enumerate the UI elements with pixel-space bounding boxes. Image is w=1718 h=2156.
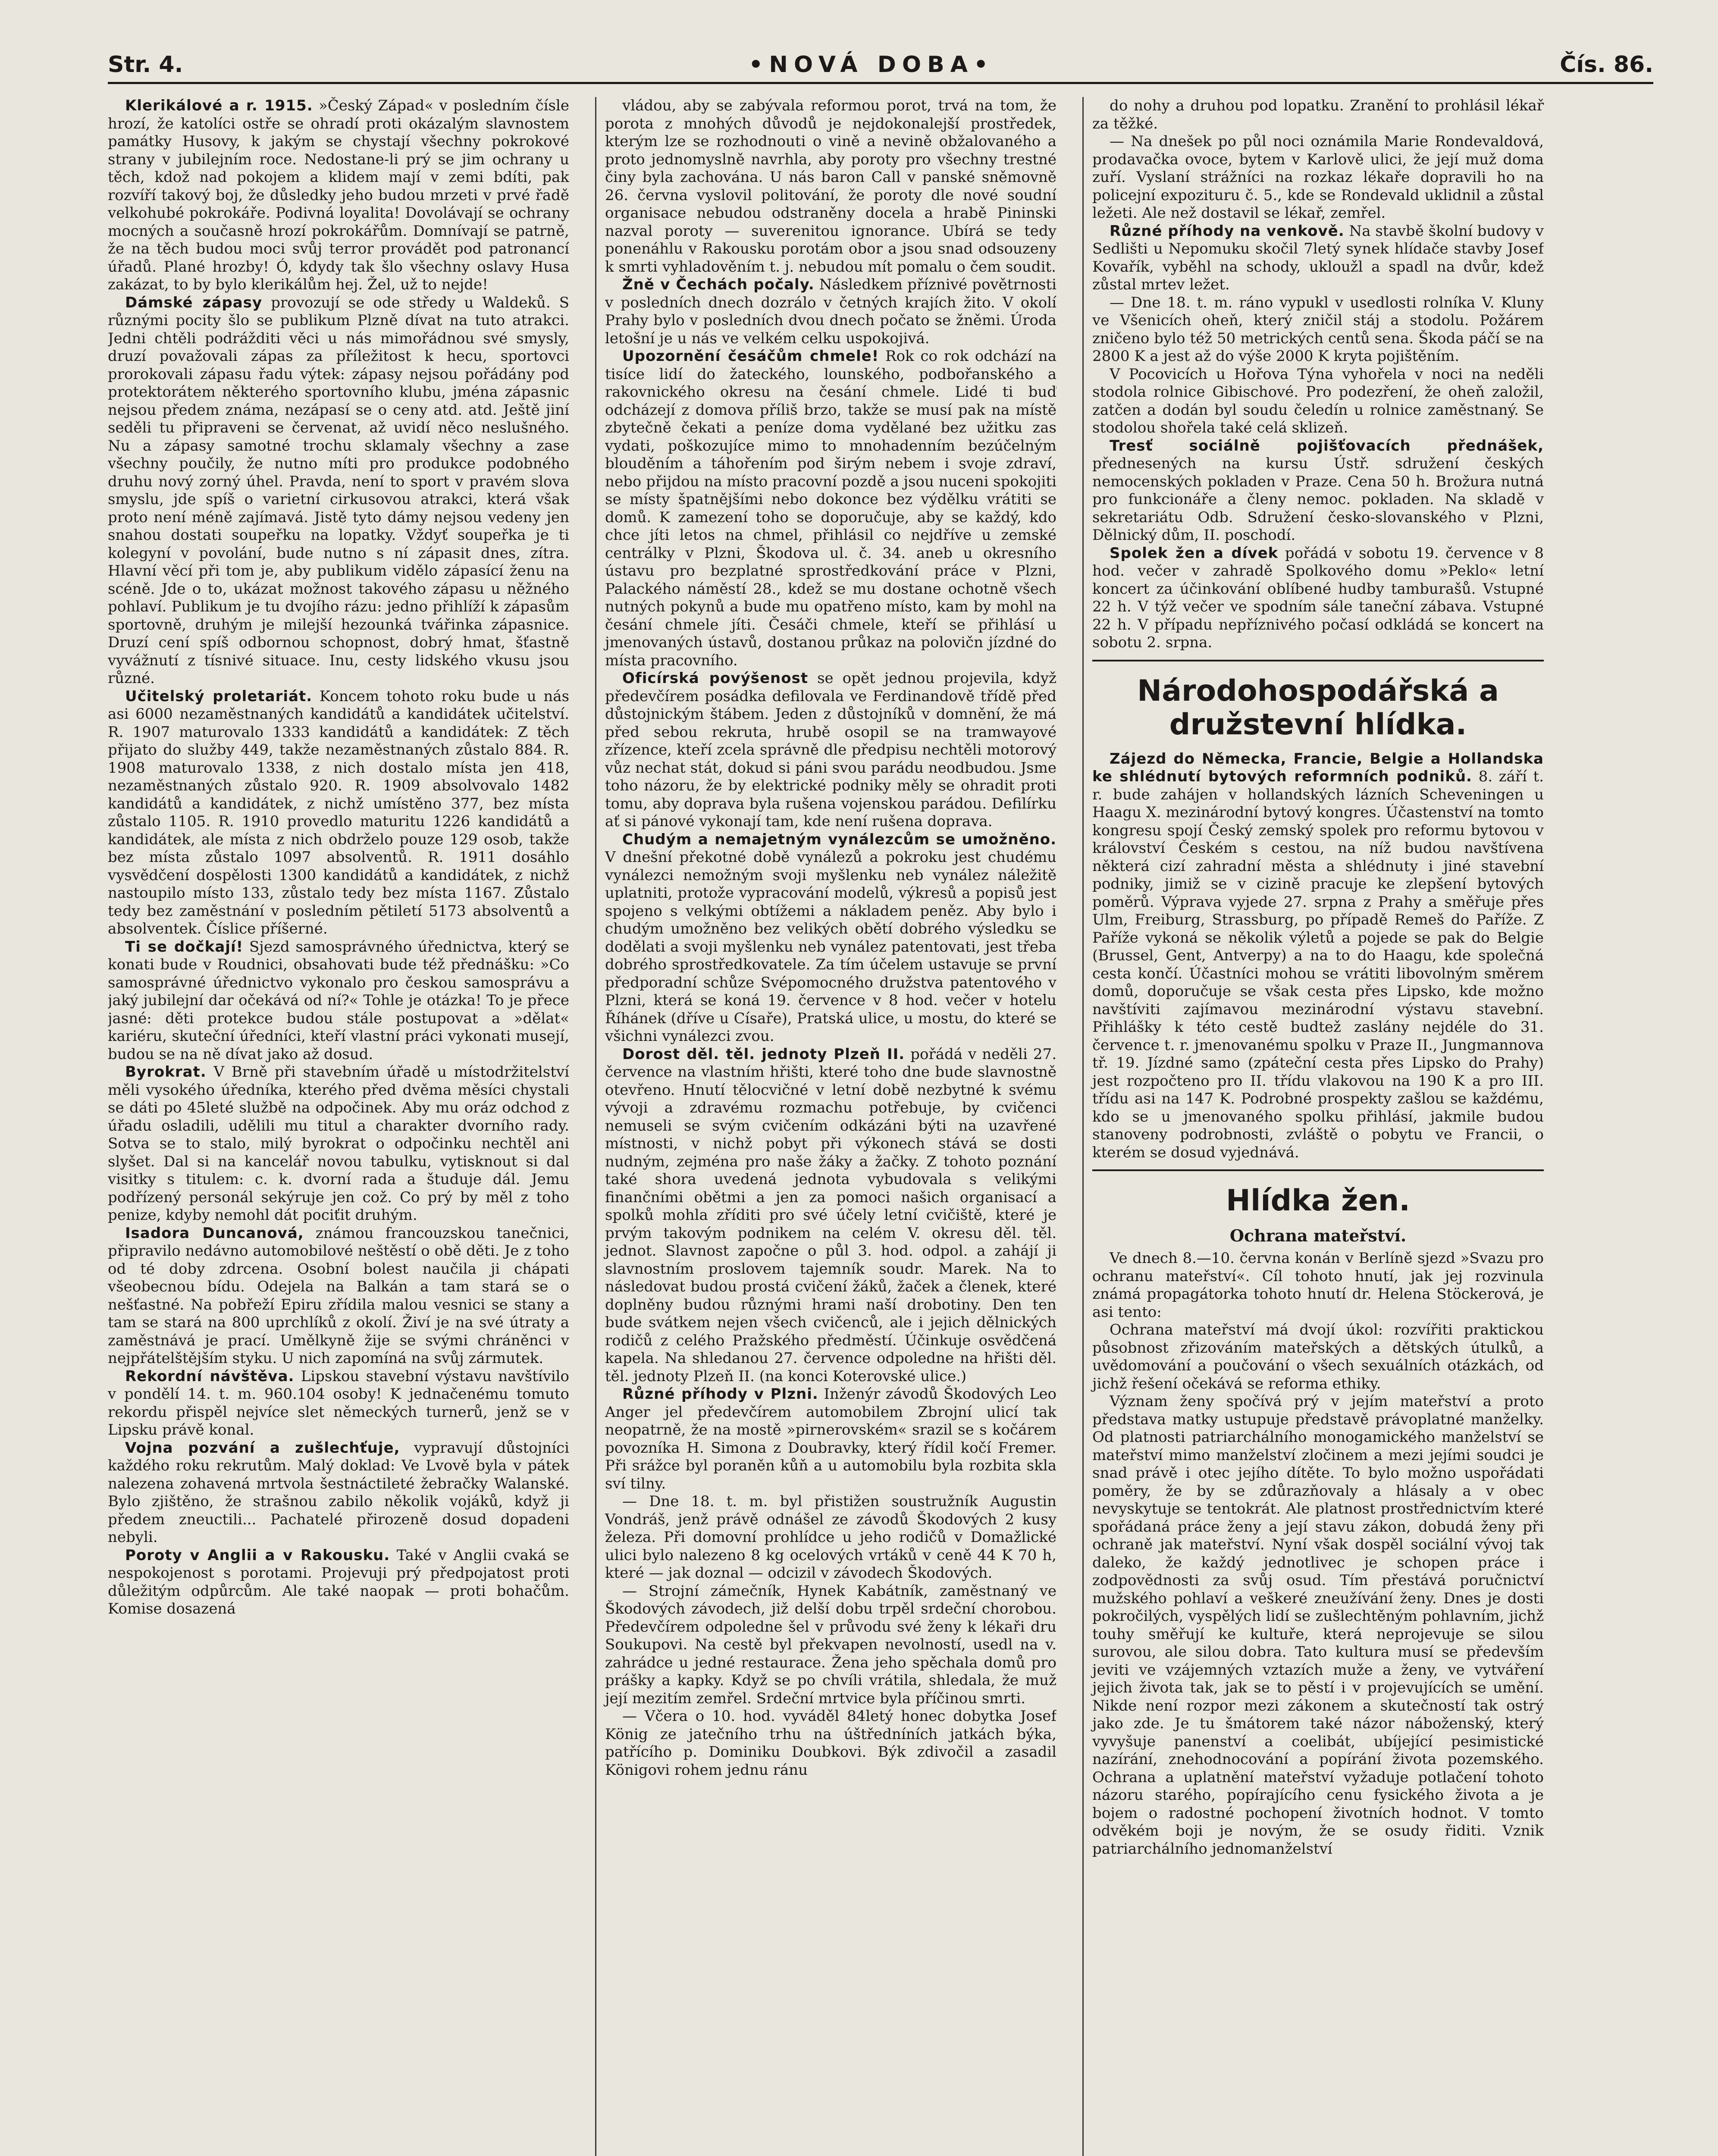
article-heading: Zájezd do Německa, Francie, Belgie a Hollandska ke shlédnutí bytových reformních podniků. (1092, 750, 1544, 785)
issue-number: Čís. 86. (1560, 52, 1653, 78)
article-heading: Rekordní návštěva. (125, 1367, 295, 1385)
article-text: — Na dnešek po půl noci oznámila Marie Rondevaldová, prodavačka ovoce, bytem v Karlově ulici, že její muž doma zuří. Vyslaní strážníci na rozkaz lékaře dopravili ho na policejní expozituru č. 5., kde se Rondevald uklidnil a zůstal ležeti. Ale než dostavil se lékař, zemřel. (1092, 133, 1544, 222)
article-heading: Chudým a nemajetným vynálezcům se umožněno. (622, 830, 1057, 848)
article-text: »Český Západ« v posledním čísle hrozí, že katolíci ostře se ohradí proti okázalým slavnostem památky Husovy, k jakým se chystají všechny pokrokové strany v jubilejním roce. Nedostane-li prý se jim ochrany u těch, kdož nad pokojem a klidem mají v zemi bdíti, pak rozvíří takový boj, že důsledky jeho budou mrzeti v prvé řadě velkohubé pokrokáře. Podivná loyalita! Dovolávají se ochrany mocných a současně hrozí pokrokářům. Domnívají se patrně, že na těch budou moci svůj terror provádět pod patronancí úřadů. Plané hrozby! Ó, kdydy tak šlo všechny oslavy Husa zakázat, to by bylo klerikálům hej. Žel, už to nejde! (108, 97, 569, 293)
section-divider (1092, 1169, 1544, 1171)
article-heading: Dámské zápasy (125, 294, 263, 311)
article (108, 1368, 569, 1439)
article (1092, 750, 1544, 1162)
article-text: Lipskou stavební výstavu navštívilo v pondělí 14. t. m. 960.104 osoby! K jednačenému tomuto rekordu přispěl nejvíce slet německých turnerů, jenž se v Lipsku právě konal. (108, 1367, 569, 1438)
article (605, 1708, 1057, 1779)
article-text: Na stavbě školní budovy v Sedlišti u Nepomuku skočil 7letý synek hlídače stavby Josef Kovařík, vyběhl na schody, ukloužl a spadl na dvůr, kdež zůstal mrtev ležet. (1092, 222, 1544, 293)
article-text: Následkem příznivé povětrnosti v posledních dnech dozrálo v četných krajích žito. V okolí Prahy bylo v posledních dvou dnech počato se žněmi. Úroda letošní je u nás ve velkém celku uspokojivá. (605, 276, 1057, 347)
economy-section-title: Národohospodářská a družstevní hlídka. (1137, 674, 1499, 742)
article-text: se opět jednou projevila, když předevčírem posádka defilovala ve Ferdinandově třídě před důstojnickým štábem. Jeden z důstojníků v domnění, že má před sebou rekruta, hrubě osopil se na tramwayové zřízence, kteří zcela správně dle předpisu nechtěli motorový vůz nechat stát, dokud si páni svou parádu neodbudou. Jsme toho názoru, že by elektrické podniky měly se ohradit proti tomu, aby doprava byla rušena vojenskou parádou. Defilírku ať si pánové vykonají tam, kde není rušena doprava. (605, 670, 1057, 830)
article (108, 97, 569, 294)
article-text: — Včera o 10. hod. vyváděl 84letý honec dobytka Josef König ze jatečního trhu na úštředníních jatkách býka, patřícího p. Dominiku Doubkovi. Býk zdivočil a zasadil Königovi rohem jednu ránu (605, 1708, 1057, 1779)
article-heading: Oficírská povýšenost (622, 670, 809, 687)
article (605, 276, 1057, 348)
article-text: známou francouzskou tanečnici, připravilo nedávno automobilové neštěstí o obě děti. Je z toho od té doby zdrcena. Osobní bolest naučila ji chápati všeobecnou bídu. Odejela na Balkán a tam stará se o nešťastné. Na pobřeží Epiru zřídila malou vesnici se stany a tam se stará na 800 uprchlíků z okolí. Živí je na své útraty a zaměstnává je prací. Umělkyně žije se svými chráněnci v nejpřátelštějším styku. U nich zapomíná na svůj zármutek. (108, 1224, 569, 1367)
article-text: pořádá v neděli 27. července na vlastním hřišti, které toho dne bude slavnostně otevřeno. Hnutí tělocvičné v letní době nezbytné k svému vývoji a zdravému rozmachu potřebuje, by cvičenci nemuseli se svým cvičením odkázáni býti na uzavřené místnosti, v nichž pobyt při výkonech stává se dosti nudným, zejména pro naše žáky a žačky. Z tohoto poznání také shora uvedená jednota vybudovala s velikými finančními obětmi a jen za pomoci našich organisací a spolků mohla zříditi pro své účely letní cvičiště, které je prvým takovým podnikem na celém V. okresu děl. těl. jednot. Slavnost započne o půl 3. hod. odpol. a zahájí ji slavnostním proslovem tajemník soudr. Marek. Na to následovat budou prostá cvičení žáků, žaček a členek, které doplněny budou různými hrami naší drobotiny. Den ten bude svátkem nejen všech cvičenců, ale i jejich dělnických rodičů z celého Pražského předměstí. Účinkuje osvědčená kapela. Na shledanou 27. července odpoledne na hřišti děl. těl. jednoty Plzeň II. (na konci Koterovské ulice.) (605, 1045, 1057, 1385)
article (108, 688, 569, 938)
paragraph: Ve dnech 8.—10. června konán v Berlíně sjezd »Svazu pro ochranu mateřství«. Cíl tohoto hnutí, jak jej rozvinula známá propagátorka tohoto hnutí dr. Helena Stöckerová, je asi tento: (1092, 1250, 1544, 1321)
paragraph: Význam ženy spočívá prý v jejím mateřství a proto představa matky ustupuje představě právoplatné manželky. Od platnosti patriarchálního monogamického manželství se mateřství mimo manželství zločinem a mezi jejími soudci je snad právě i otec jejího dítěte. To bylo možno uspořádati poměry, že by se zdůrazňovaly a hlásaly a v obec nevyskytuje se tentokrát. Ale platnost prostřednictvím které spořádaná práce ženy a její stavu zákon, dobudá ženy při ochraně jak mateřství. Nyní však dospěl sociální vývoj tak daleko, že každý jednotlivec je schopen práce i zodpovědnosti za svůj osud. Tím přestává poručnictví mužského pohlaví a veškeré zneužívání ženy. Dnes je dosti pokročilých, vyspělých lidí se zušlechtěným pohlavním, jichž touhy směřují ke kultuře, která neprojevuje se silou surovou, ale silou dobra. Tato kultura musí se především jeviti ve vzájemných vztazích muže a ženy, ve vytváření jejich života tak, jak se to pěstí i v projevujících se umění. Nikde není rozpor mezi zákonem a skutečností tak ostrý jako zde. Je tu šmátorem také názor náboženský, který vyvyšuje panenství a coelibát, ubíjející pesimistické nazírání, znehodnocování a popírání života pozemského. Ochrana a uplatnění mateřství vyžaduje potlačení tohoto názoru starého, popírajícího cenu fysického života a je bojem o radostné pochopení životních hodnot. V tomto odvěkém boji je novým, že se osudy řiditi. Vznik patriarchálního jednomanželství (1092, 1393, 1544, 1858)
article-text: pořádá v sobotu 19. července v 8 hod. večer v zahradě Spolkového domu »Peklo« letní koncert za účinkování oblíbené hudby tamburašů. Vstupné 22 h. V týž večer ve spodním sále taneční zábava. Vstupné 22 h. V případu nepříznivého počasí odkládá se koncert na sobotu 2. srpna. (1092, 544, 1544, 651)
column-3 (1082, 97, 1544, 2156)
article (108, 938, 569, 1064)
article (605, 1046, 1057, 1386)
article-heading: Upozornění česáčům chmele! (622, 348, 879, 365)
article (1092, 222, 1544, 294)
article (1092, 437, 1544, 545)
columns (108, 97, 1653, 2156)
article-heading: Vojna pozvání a zušlechťuje, (125, 1439, 400, 1457)
article (605, 670, 1057, 831)
article (1092, 545, 1544, 652)
article-text: vypravují důstojníci každého roku rekrutům. Malý doklad: Ve Lvově byla v pátek nalezena zohavená mrtvola šestnáctileté žebračky Walanské. Bylo zjištěno, že strašnou zabilo několik vojáků, když ji předem zneuctili... Pachatelé přirozeně dosud dopadeni nebyli. (108, 1439, 569, 1546)
newspaper-title: •NOVÁ DOBA• (749, 52, 994, 78)
article (1092, 294, 1544, 366)
article (605, 1385, 1057, 1493)
article-heading: Různé příhody v Plzni. (622, 1385, 818, 1403)
article-text: V dnešní překotné době vynálezů a pokroku jest chudému vynálezci nemožným svoji myšlenku neb vynález náležitě uplatniti, protože vypracování modelů, výkresů a popisů jest spojeno s velkými obtížemi a nákladem peněz. Aby bylo i chudým umožněno bez velikých obětí dobrého výsledku se dodělati a svoji myšlenku neb vynález patentovati, jest třeba dobrého sprostředkovatele. Za tím účelem ustavuje se první předporadní schůze Svépomocného družstva patentového v Plzni, která se koná 19. července v 8 hod. večer v hotelu Říhánek (dříve u Císaře), Pratská ulice, u mostu, do které se všichni vynálezci zvou. (605, 849, 1057, 1045)
column-1 (108, 97, 569, 2156)
article (605, 97, 1057, 276)
article (605, 348, 1057, 670)
section-divider (1092, 660, 1544, 661)
article (1092, 366, 1544, 437)
article (1092, 133, 1544, 222)
paragraph: Ochrana mateřství má dvojí úkol: rozvířiti praktickou působnost zřizováním mateřských a dětských útulků, a uvědomování a poučování o všech sexuálních otázkách, od jichž řešení očekává se reforma ethiky. (1092, 1321, 1544, 1392)
article-heading: Spolek žen a dívek (1110, 544, 1279, 562)
article-text: Také v Anglii cvaká se nespokojenost s porotami. Projevuji prý předpojatost proti důležitým odpůrcům. Ale také naopak — proti bohačům. Komise dosazená (108, 1546, 569, 1617)
article-heading: Učitelský proletariát. (125, 687, 313, 705)
column-2 (595, 97, 1057, 2156)
article-heading: Isadora Duncanová, (125, 1224, 304, 1242)
article-heading: Poroty v Anglii a v Rakousku. (125, 1546, 390, 1564)
womens-section-title: Hlídka žen. (1226, 1184, 1410, 1218)
article-text: — Strojní zámečník, Hynek Kabátník, zaměstnaný ve Škodových závodech, již delší dobu trpěl srdeční chorobou. Předevčírem odpoledne šel v průvodu své ženy k lékaři dru Soukupovi. Na cestě byl překvapen nevolností, usedl na v. zahrádce u jedné restaurace. Žena jeho spěchala domů pro prášky a kapky. Když se po chvíli vrátila, shledala, že muž její mezitím zemřel. Srdeční mrtvice byla příčinou smrti. (605, 1582, 1057, 1707)
article-heading: Byrokrat. (125, 1063, 207, 1081)
article (1092, 97, 1544, 133)
masthead (108, 47, 1653, 84)
article-text: V Pocovicích u Hořova Týna vyhořela v noci na neděli stodola rolnice Gibischové. Pro podezření, že oheň založil, zatčen a dodán byl soudu čeledín u rolnice zaměstnaný. Se stodolou shořela také celá sklizeň. (1092, 365, 1544, 436)
article (108, 1547, 569, 1618)
article-heading: Dorost děl. těl. jednoty Plzeň II. (622, 1045, 905, 1063)
article-text: Koncem tohoto roku bude u nás asi 6000 nezaměstnaných kandidátů a kandidátek učitelství. R. 1907 maturovalo 1333 kandidátů a kandidátek: Z těch přijato do služby 449, takže nezaměstnaných zůstalo 884. R. 1908 maturovalo 1338, z nich dostalo místa jen 418, nezaměstnaných zůstalo 920. R. 1909 absolvovalo 1482 kandidátů a kandidátek, z nichž umístěno 377, bez místa zůstalo 1105. R. 1910 provedlo maturitu 1226 kandidátů a kandidátek, ale místa z nich obdrželo pouze 129 osob, takže bez místa zůstalo 1097 absolventů. R. 1911 dosáhlo vysvědčení dospělosti 1300 kandidátů a kandidátek, z nichž nastoupilo místo 133, zůstalo tedy bez místa 1167. Zůstalo tedy bez zaměstnání v posledním pětiletí 5173 absolventů a absolventek. Číslice příšerné. (108, 687, 569, 937)
article-text: vládou, aby se zabývala reformou porot, trvá na tom, že porota z mnohých důvodů je nejdokonalejší prostředek, kterým lze se rozhodnouti o vině a nevině obžalovaného a proto jednomyslně navrhla, aby poroty pro všechny trestné činy byla zachována. U nás baron Call v panské sněmovně 26. června vyslovil politování, že poroty dle nové soudní organisace nebudou odstraněny docela a hrabě Pininski nazval poroty — suverenitou ignorance. Ubírá se tedy ponenáhlu v Rakousku porotám obor a jsou snad odsouzeny k smrti vyhladověním t. j. nebudou mít pomalu o čem soudit. (605, 97, 1057, 276)
article-text: — Dne 18. t. m. byl přistižen soustružník Augustin Vondráš, jenž právě odnášel ze závodů Škodových 2 kusy železa. Při domovní prohlídce u jeho rodičů v Domažlické ulici bylo nalezeno 8 kg ocelových vrtáků v ceně 44 K 70 h, které — jak doznal — odcizil v závodech Škodových. (605, 1493, 1057, 1582)
article-text: provozují se ode středy u Waldeků. S různými pocity šlo se publikum Plzně dívat na tuto atrakci. Jedni chtěli podrážditi věci u nás mimořádnou své smysly, druzí považovali zápas za příležitost k hecu, sportovci prorokovali zápasu řadu výtek: zápasy nejsou pořádány pod protektorátem některého sportovního klubu, jména zápasnic nejsou předem známa, nezápasí se o ceny atd. atd. Ještě jiní seděli tu připraveni se červenat, až uvidí něco neslušného. Nu a zápasy samotné trochu sklamaly všechny a zase všechny poučily, že nutno míti pro produkce podobného druhu nový zorný úhel. Pravda, není to sport v pravém slova smyslu, jde spíš o varietní cirkusovou atrakci, která však proto není méně zajímavá. Jistě tyto dámy nejsou vedeny jen snahou dostati soupeřku na lopatky. Vždyť soupeřka je ti kolegyní v povolání, bude nutno s ní zápasit dnes, zítra. Hlavní věcí při tom je, aby publikum vidělo zápasící ženu na scéně. Jde o to, ukázat možnost takového zápasu u něžného pohlaví. Publikum je tu dvojího rázu: jedno přihlíží k zápasům sportovně, druhým je milejší hezounká tvářinka zápasnice. Druzí cení spíš odbornou schopnost, dobrý hmat, šťastně vyvážnutí z tísnivé situace. Inu, cesty lidského vkusu jsou různé. (108, 294, 569, 687)
article (605, 831, 1057, 1046)
article-text: Rok co rok odchází na tisíce lidí do žateckého, lounského, podbořanského a rakovnického okresu na česání chmele. Lidé ti buď odcházejí z domova příliš brzo, takže se musí pak na místě zbytečně čekati a peníze doma vydělané bez užitku zas vydati, poškozujíce mimo to mnohadenním bezúčelným blouděním a táhořením pod širým nebem i svoje zdraví, nebo přijdou na místo pracovní pozdě a jsou nuceni spokojiti se místy špatnějšími nebo dokonce bez výdělku vrátiti se domů. K zamezení toho se doporučuje, aby se každý, kdo chce jíti letos na chmel, přihlásil co nejdříve u zemské centrálky v Plzni, Škodova ul. č. 34. aneb u okresního ústavu pro bezplatné sprostředkování práce v Plzni, Palackého náměstí 28., kdež se mu dostane ochotně všech nutných pokynů a bude mu opatřeno místo, kam by mohl na česání chmele jíti. Česáči chmele, kteří se přihlásí u jmenovaných ústavů, dostanou průkaz na polovičn jízdné do místa pracovního. (605, 348, 1057, 669)
article (108, 294, 569, 688)
article (108, 1439, 569, 1547)
womens-section-subtitle: Ochrana mateřství. (1229, 1226, 1407, 1245)
article-heading: Klerikálové a r. 1915. (125, 97, 313, 114)
article-text: Sjezd samosprávného úřednictva, který se konati bude v Roudnici, obsahovati bude též přednášku: »Co samosprávné úřednictvo vykonalo pro českou samosprávu a jaký jubilejní dar očekává od ní?« Tohle je otázka! To je přece jasné: děti protekce budou stále postupovat a »dělat« kariéru, skuteční úředníci, kteří vlastní práci vykonati musejí, budou se na ně dívat jako až dosud. (108, 938, 569, 1063)
article-heading: Ti se dočkají! (125, 938, 244, 956)
article-heading: Tresť sociálně pojišťovacích přednášek, (1110, 437, 1544, 454)
article-heading: Žně v Čechách počaly. (622, 276, 815, 293)
article (605, 1583, 1057, 1708)
page-number: Str. 4. (108, 52, 183, 78)
article-text: do nohy a druhou pod lopatku. Zranění to prohlásil lékař za těžké. (1092, 97, 1544, 132)
article-text: — Dne 18. t. m. ráno vypukl v usedlosti rolníka V. Kluny ve Všenicích oheň, který zničil stáj a stodolu. Požárem zničeno bylo též 50 metrických centů sena. Škoda páčí se na 2800 K a jest až do výše 2000 K kryta pojištěním. (1092, 294, 1544, 365)
article-text: V Brně při stavebním úřadě u místodržitelství měli vysokého úředníka, kterého před dvěma měsíci chystali se dáti po 45leté službě na odpočinek. Aby mu oráz odchod z úřadu osladili, udělili mu titul a charakter dvorního rady. Sotva se to stalo, milý byrokrat o odpočinku nechtěl ani slyšet. Dal si na kancelář novou tabulku, vytisknout si dal visitky s titulem: c. k. dvorní rada a študuje dál. Jemu podřízený personál sekýruje jen což. Co prý by měl z toho penize, kdyby nemohl dát pociťit druhým. (108, 1063, 569, 1224)
article-text: Inženýr závodů Škodových Leo Anger jel předevčírem automobilem Zbrojní ulicí tak neopatrně, že na mostě »pirnerovském« srazil se s kočárem povozníka H. Simona z Doubravky, který řídil kočí Fremer. Při srážce byl poraněn kůň a u automobilu byla rozbita skla sví tilny. (605, 1385, 1057, 1492)
article (605, 1493, 1057, 1583)
article-text: přednesených na kursu Ústř. sdružení českých nemocenských pokladen v Praze. Cena 50 h. Brožura nutná pro funkcionáře a členy nemoc. pokladen. Na skladě v sekretariátu Odb. Sdružení česko-slovanského v Plzni, Dělnický dům, II. poschodí. (1092, 455, 1544, 544)
article (108, 1225, 569, 1368)
article (108, 1063, 569, 1225)
article-heading: Různé příhody na venkově. (1110, 222, 1345, 240)
article-text: 8. září t. r. bude zahájen v hollandských lázních Scheveningen u Haagu X. mezinárodní bytový kongres. Účastenství na tomto kongresu spojí Český zemský spolek pro reformu bytovou v království Českém s cestou, na níž budou navštívena některá cizí zahradní města a shlédnuty i jiné stavební podniky, jimiž se v cizině pracuje ke zlepšení bytových poměrů. Výprava vyjede 27. srpna z Prahy a směřuje přes Ulm, Freiburg, Strassburg, po případě Remeš do Paříže. Z Paříže vykoná se několik výletů a pojede se pak do Belgie (Brussel, Gent, Antverpy) a na to do Haagu, kde společná cesta končí. Účastníci mohou se vrátiti libovolným směrem domů, doporučuje se však cesta přes Lipsko, kde možno navštíviti zajímavou mezinárodní výstavu stavební. Přihlášky k této cestě budtež zaslány nejdéle do 31. července t. r. jmenovanému spolku v Praze II., Jungmannova tř. 19. Jízdné samo (zpáteční cesta přes Lipsko do Prahy) jest rozpočteno pro II. třídu vlakovou na 190 K a pro III. třídu asi na 147 K. Podrobné prospekty zašlou se každému, kdo se u jmenovaného spolku přihlásí, jakmile budou stanoveny podrobnosti, zvláště o pobytu ve Francii, o kterém se dosud vyjednává. (1092, 768, 1544, 1161)
